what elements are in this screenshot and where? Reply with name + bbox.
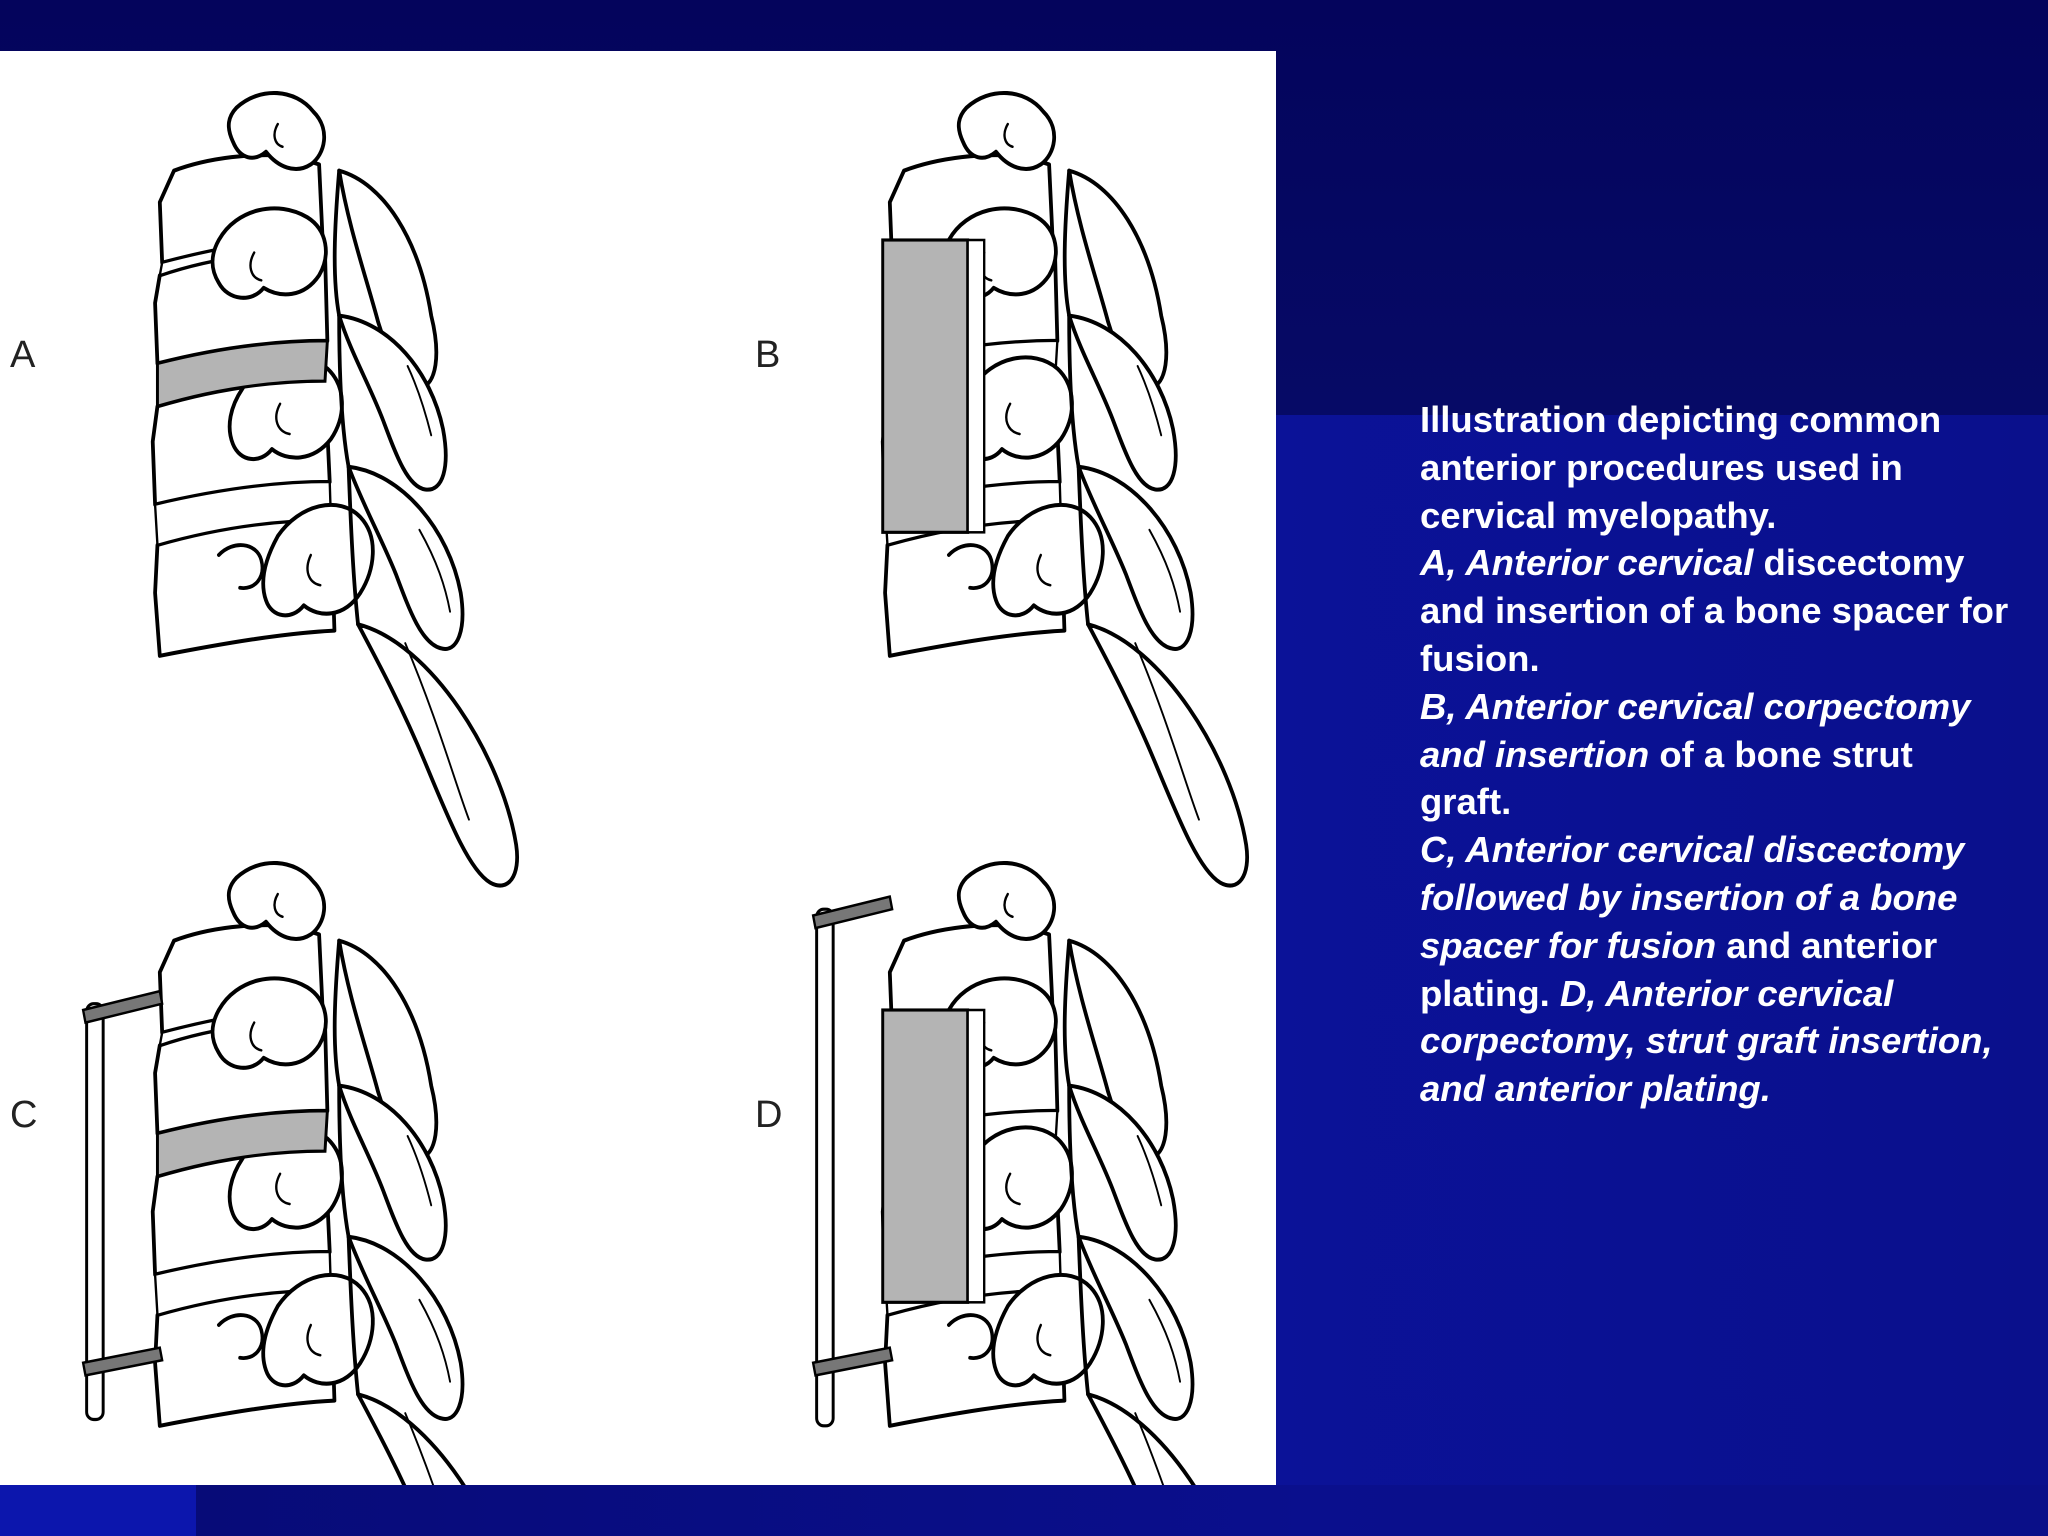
spine-illustration <box>0 51 1276 1485</box>
caption-c-text: and anterior plating. <box>1420 924 1938 1014</box>
panel-d-drawing <box>813 863 1247 1485</box>
panel-c-drawing <box>83 863 517 1485</box>
spine-illustration-panel <box>0 51 1276 1485</box>
background-bottom-strip <box>196 1485 2048 1536</box>
panel-b-drawing <box>883 93 1247 886</box>
caption-intro: Illustration depicting common anterior procedures used in cervical myelopathy. <box>1420 399 1942 536</box>
caption-b <box>1420 683 2010 826</box>
caption-d-label: D, Anterior cervical corpectomy, strut graft insertion, and anterior plating. <box>1420 972 1993 1110</box>
panel-label-b: B <box>755 334 781 376</box>
caption-c-d <box>1420 826 2010 1113</box>
caption-c-label: C, Anterior cervical discectomy followed by insertion of a bone spacer for fusion <box>1420 829 1965 966</box>
caption-a-label: A, Anterior cervical <box>1420 542 1754 584</box>
caption-a <box>1420 539 2010 682</box>
panel-label-c: C <box>10 1094 38 1136</box>
caption-b-text: of a bone strut graft. <box>1420 733 1913 823</box>
figure-caption <box>1420 396 2010 1113</box>
panel-a-drawing <box>153 93 517 886</box>
background-bottom-left-block <box>0 1485 196 1536</box>
caption-a-text: discectomy and insertion of a bone spacer for fusion. <box>1420 542 2009 679</box>
caption-b-label: B, Anterior cervical corpectomy and insertion <box>1420 685 1971 775</box>
panel-label-a: A <box>10 334 36 376</box>
panel-label-d: D <box>755 1094 783 1136</box>
